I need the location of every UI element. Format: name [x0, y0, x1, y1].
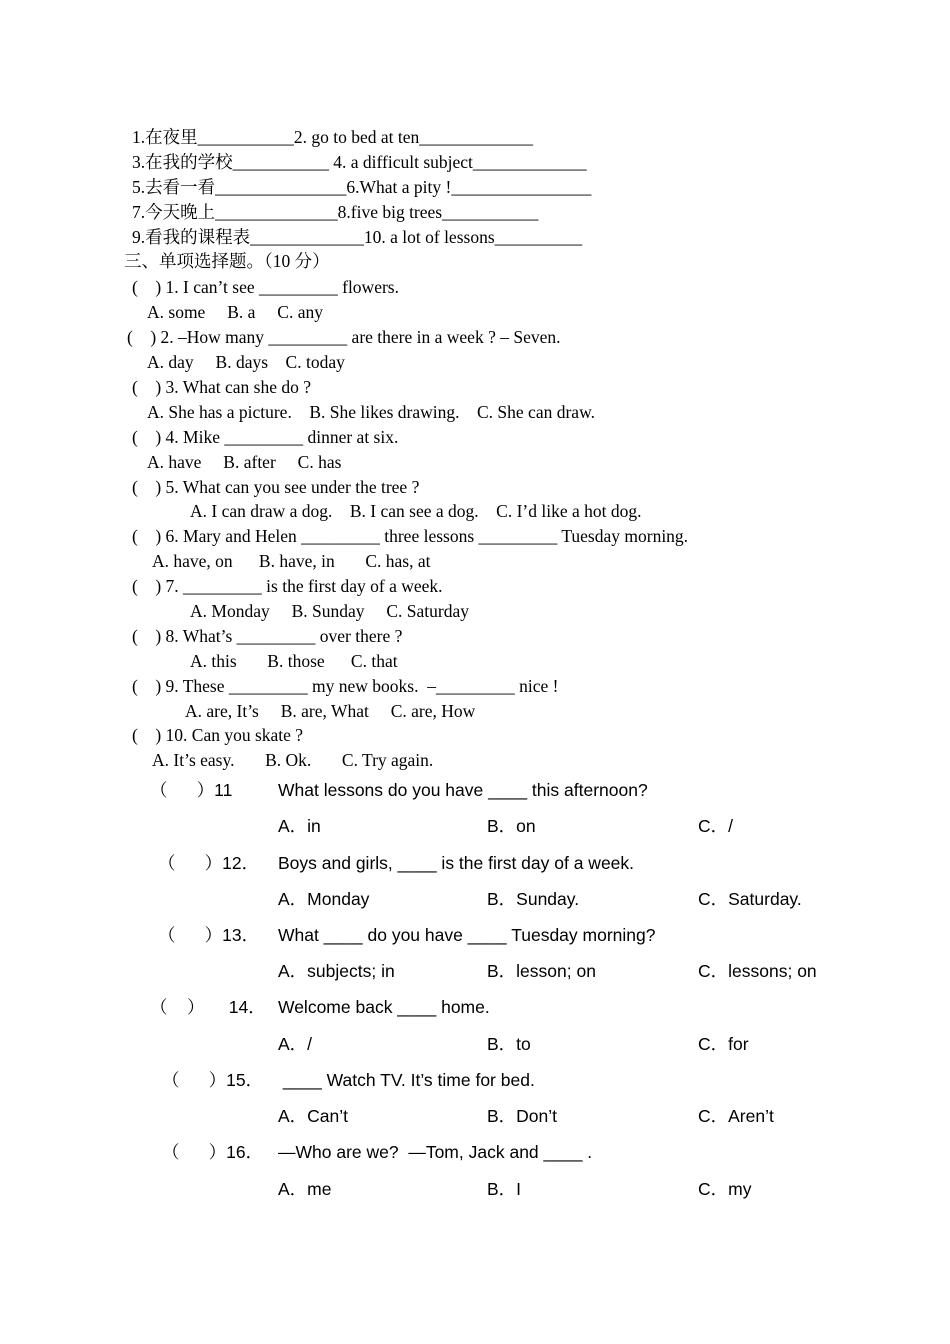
- question-14-option-c: C．for: [698, 1034, 749, 1054]
- question-16-number: （ ）16．: [162, 1142, 264, 1162]
- question-16-option-c: C．my: [698, 1179, 752, 1199]
- question-7: ( ) 7. _________ is the first day of a week.: [132, 576, 443, 596]
- vocab-line-3: 5.去看一看_______________6.What a pity !________________: [132, 177, 592, 197]
- question-2-options: A. day B. days C. today: [147, 352, 345, 372]
- question-15-text: ____ Watch TV. It’s time for bed.: [278, 1070, 535, 1090]
- question-12-option-c: C．Saturday.: [698, 889, 802, 909]
- question-11-text: What lessons do you have ____ this afternoon?: [278, 780, 648, 800]
- question-12-option-a: A．Monday: [278, 889, 370, 909]
- question-13-text: What ____ do you have ____ Tuesday morning?: [278, 925, 656, 945]
- section-title: 三、单项选择题。（10 分）: [124, 251, 330, 271]
- question-13-option-c: C．lessons; on: [698, 961, 817, 981]
- question-15-option-a: A．Can’t: [278, 1106, 349, 1126]
- question-15-option-b: B．Don’t: [487, 1106, 558, 1126]
- question-7-options: A. Monday B. Sunday C. Saturday: [190, 601, 470, 621]
- vocab-line-2: 3.在我的学校___________ 4. a difficult subject_____________: [132, 152, 587, 172]
- question-11-option-a: A．in: [278, 816, 321, 836]
- question-9-options: A. are, It’s B. are, What C. are, How: [185, 701, 476, 721]
- question-1-options: A. some B. a C. any: [147, 302, 323, 322]
- question-9: ( ) 9. These _________ my new books. –_________ nice !: [132, 676, 559, 696]
- question-14-option-b: B．to: [487, 1034, 531, 1054]
- question-6-options: A. have, on B. have, in C. has, at: [152, 551, 431, 571]
- question-13-number: （ ）13．: [158, 925, 260, 945]
- question-2: ( ) 2. –How many _________ are there in a week ? – Seven.: [127, 327, 561, 347]
- question-13-option-b: B．lesson; on: [487, 961, 596, 981]
- question-10-options: A. It’s easy. B. Ok. C. Try again.: [152, 750, 434, 770]
- question-15-number: （ ）15．: [162, 1070, 264, 1090]
- question-12-option-b: B．Sunday.: [487, 889, 580, 909]
- vocab-line-5: 9.看我的课程表_____________10. a lot of lessons__________: [132, 227, 583, 247]
- question-11-option-b: B．on: [487, 816, 536, 836]
- question-11-option-c: C．/: [698, 816, 733, 836]
- question-12-text: Boys and girls, ____ is the first day of a week.: [278, 853, 635, 873]
- question-16-option-b: B．I: [487, 1179, 522, 1199]
- question-12-number: （ ）12．: [158, 853, 260, 873]
- question-5-options: A. I can draw a dog. B. I can see a dog. C. I’d like a hot dog.: [190, 501, 642, 521]
- question-16-text: —Who are we? —Tom, Jack and ____ .: [278, 1142, 593, 1162]
- question-15-option-c: C．Aren’t: [698, 1106, 774, 1126]
- question-4-options: A. have B. after C. has: [147, 452, 342, 472]
- question-8: ( ) 8. What’s _________ over there ?: [132, 626, 403, 646]
- question-13-option-a: A．subjects; in: [278, 961, 395, 981]
- question-16-option-a: A．me: [278, 1179, 332, 1199]
- question-3: ( ) 3. What can she do ?: [132, 377, 311, 397]
- question-14-number: （ ） 14．: [150, 997, 266, 1017]
- question-5: ( ) 5. What can you see under the tree ?: [132, 477, 420, 497]
- question-14-option-a: A．/: [278, 1034, 313, 1054]
- question-6: ( ) 6. Mary and Helen _________ three lessons _________ Tuesday morning.: [132, 526, 689, 546]
- vocab-line-4: 7.今天晚上______________8.five big trees___________: [132, 202, 539, 222]
- question-4: ( ) 4. Mike _________ dinner at six.: [132, 427, 399, 447]
- question-3-options: A. She has a picture. B. She likes drawing. C. She can draw.: [147, 402, 595, 422]
- question-10: ( ) 10. Can you skate ?: [132, 725, 304, 745]
- question-14-text: Welcome back ____ home.: [278, 997, 490, 1017]
- question-11-number: （ ）11: [150, 780, 233, 800]
- question-1: ( ) 1. I can’t see _________ flowers.: [132, 277, 399, 297]
- vocab-line-1: 1.在夜里___________2. go to bed at ten_____________: [132, 127, 534, 147]
- question-8-options: A. this B. those C. that: [190, 651, 398, 671]
